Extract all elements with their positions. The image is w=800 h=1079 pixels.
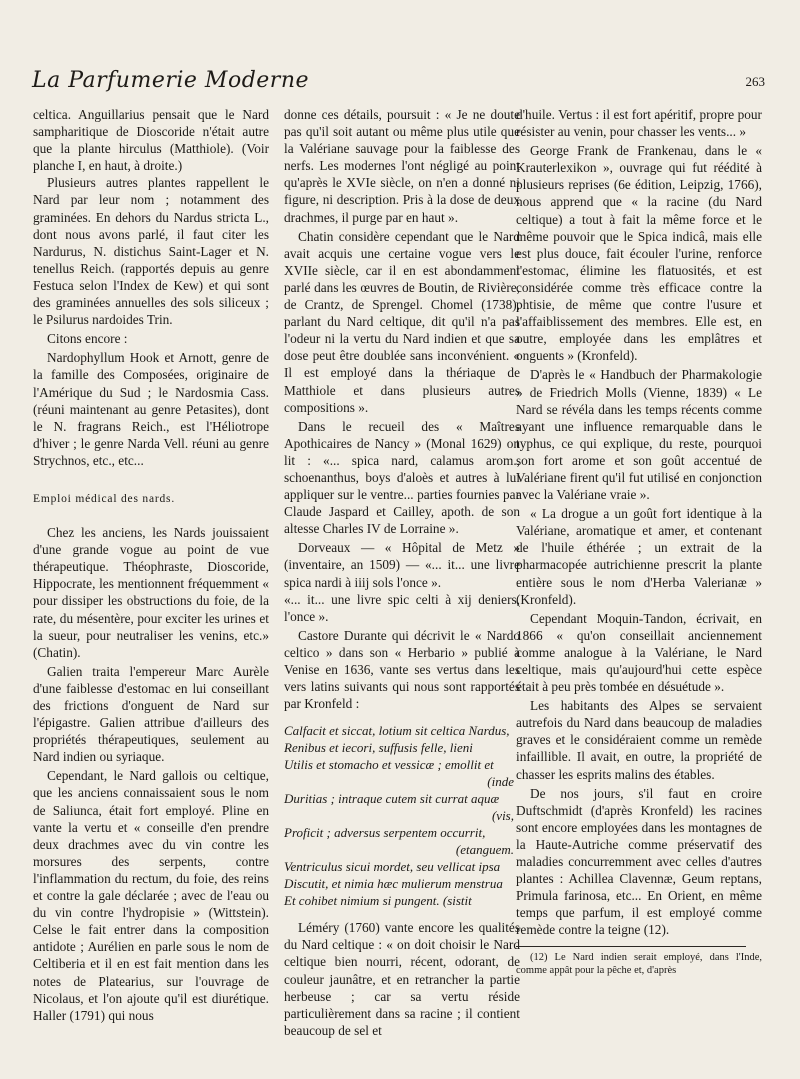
paragraph: Nardophyllum Hook et Arnott, genre de la famille des Composées, originaire de l'Amérique du Sud ; le Nardosmia Cass. (réuni maintenant au genre Petasites), dont le N. fragrans Reich., est l'Héliotrope d'hiver ; le genre Narda Vell. réuni au genre Strychnos, etc., etc... bbox=[33, 350, 269, 468]
paragraph: Cependant Moquin-Tandon, écrivait, en 1866 « qu'on conseillait anciennement comme analogue à la Valériane, le Nard celtique, mais qu'aujourd'hui cette espèce était à peu près tombée en désuétude ». bbox=[516, 610, 762, 695]
verse-line: Calfacit et siccat, lotium sit celtica Nardus, bbox=[284, 723, 510, 739]
paragraph: Cependant, le Nard gallois ou celtique, que les anciens connaissaient sous le nom de Saliunca, était fort employé. Pline en vante la vertu et « conseille d'en prendre deux drachmes avec du vin contre les morsures des serpents, contre l'inflammation du rectum, du foie, des reins et contre la gale déclarée ; avec de l'eau ou du vin contre l'hydropisie » (Wittstein). Celse le fait entrer dans la composition antidote ; Aurélien en parle sous le nom de Celtiberia et il en est fait mention dans les notes de Platearius, sur l'ouvrage de Nicolaus, et l'on ajoute qu'il est diurétique. Haller (1791) qui nous bbox=[33, 768, 269, 1023]
verse-line: Ventriculus sicui mordet, seu vellicat ipsa bbox=[284, 859, 501, 875]
paragraph: Galien traita l'empereur Marc Aurèle d'une faiblesse d'estomac en lui conseillant des frictions d'onguent de Nard sur l'épigastre. Galien attribue d'ailleurs des propriétés thérapeutiques, seulement au Nard indien ou syriaque. bbox=[33, 663, 269, 765]
paragraph: Chez les anciens, les Nards jouissaient d'une grande vogue au point de vue thérapeutique. Théophraste, Dioscoride, Hippocrate, les mentionnent fréquemment « pour dissiper les obstructions du foie, de la rate, du mésentère, pour exciter les urines et la sueur, pour neutraliser les venins, etc.» (Chatin). bbox=[33, 525, 269, 660]
verse-line: (etanguem. bbox=[455, 842, 514, 858]
verse-line: (vis, bbox=[491, 808, 514, 824]
paragraph: De nos jours, s'il faut en croire Duftschmidt (d'après Kronfeld) les racines sont encore employées dans les montagnes de la Haute-Autriche comme préservatif des maladies concurremment avec celles d'autres plantes : Achillea Clavennæ, Geum reptans, Primula farinosa, etc... En Orient, en même temps que parfum, il est employé comme remède contre la teigne (12). bbox=[516, 785, 762, 938]
column-1 bbox=[33, 106, 269, 1024]
section-heading: Emploi médical des nards. bbox=[33, 492, 175, 505]
verse-line: Renibus et iecori, suffusis felle, lieni bbox=[284, 740, 473, 756]
verse-line: Discutit, et nimia hæc mulierum menstrua bbox=[284, 876, 503, 892]
footnote: (12) Le Nard indien serait employé, dans l'Inde, comme appât pour la pêche et, d'après bbox=[516, 951, 762, 976]
paragraph: «... it... une livre spic celti à xij deniers, l'once ». bbox=[284, 591, 520, 624]
paragraph: d'huile. Vertus : il est fort apéritif, propre pour résister au venin, pour chasser les vents... » bbox=[516, 107, 762, 140]
journal-title: La Parfumerie Moderne bbox=[32, 68, 310, 93]
paragraph: George Frank de Frankenau, dans le « Krauterlexikon », ouvrage qui fut réédité à plusieurs reprises (6e édition, Leipzig, 1766), nous apprend que « la racine (du Nard celtique) a tout à fait la même force et le même pouvoir que le Spica indicâ, mais elle est plus douce, fait écouler l'urine, renforce l'estomac, élimine les flatuosités, et est considérée comme très efficace contre la phtisie, de même que contre l'usure et l'affaiblissement des membres. Elle est, en outre, employée dans les emplâtres et onguents » (Kronfeld). bbox=[516, 143, 762, 364]
paragraph: Dorveaux — « Hôpital de Metz » (inventaire, an 1509) — «... it... une livre spica nardi à iiij sols l'once ». bbox=[284, 540, 520, 590]
footnote-divider bbox=[516, 946, 746, 947]
column-2 bbox=[284, 106, 520, 1039]
paragraph: Dans le recueil des « Maîtres Apothicaires de Nancy » (Monal 1629) on lit : «... spica nard, calamus arom., schoenanthus, boys d'aloès et autres à lui appliquer sur le ventre... parties fournies par Claude Jaspard et Cailley, apoth. de son altesse Charles IV de Lorraine ». bbox=[284, 418, 520, 537]
paragraph: Léméry (1760) vante encore les qualités du Nard celtique : « on doit choisir le Nard celtique bien nourri, récent, odorant, de couleur jaunâtre, et en retrancher la partie herbeuse ; car sa vertu réside particulièrement dans sa racine ; il contient beaucoup de sel et bbox=[284, 920, 520, 1038]
paragraph: Citons encore : bbox=[47, 331, 128, 347]
paragraph: Castore Durante qui décrivit le « Nardo celtico » dans son « Herbario » publié à Venise en 1636, vante ses vertus dans les vers latins suivants qui nous sont rapportés par Kronfeld : bbox=[284, 627, 520, 712]
paragraph: D'après le « Handbuch der Pharmakologie » de Friedrich Molls (Vienne, 1839) « Le Nard se révéla dans les temps récents comme ayant une influence remarquable dans le typhus, ce qui explique, du reste, pourquoi son fort arome et son goût accentué de Valériane firent qu'il fut utilisé en conjonction avec la Valériane vraie ». bbox=[516, 367, 762, 503]
running-header bbox=[30, 70, 770, 98]
verse-line: Proficit ; adversus serpentem occurrit, bbox=[284, 825, 486, 841]
paragraph: Plusieurs autres plantes rappellent le Nard par leur nom ; notamment des graminées. En dehors du Nardus stricta L., dont nous avons parlé, il faut citer les Nardurus, N. distichus Saint-Lager et N. tenellus Reich. (rapportés depuis au genre Festuca selon l'Index de Kew) et qui sont des graminées annuelles des sols siliceux ; le Psilurus nardoides Trin. bbox=[33, 175, 269, 328]
page-number: 263 bbox=[745, 74, 765, 89]
verse-line: Et cohibet nimium si pungent. (sistit bbox=[284, 893, 472, 909]
paragraph: « La drogue a un goût fort identique à la Valériane, aromatique et amer, et contenant de l'huile éthérée ; un extrait de la pharmacopée autrichienne prescrit la plante entière sous le nom d'Herba Valerianæ » (Kronfeld). bbox=[516, 506, 762, 607]
paragraph: Les habitants des Alpes se servaient autrefois du Nard dans beaucoup de maladies graves et le considéraient comme un remède infaillible. Il avait, en outre, la propriété de chasser les esprits malins des étables. bbox=[516, 698, 762, 782]
paragraph: celtica. Anguillarius pensait que le Nard sampharitique de Dioscoride n'était autre que la plante hirculus (Matthiole). (Voir planche I, en haut, à droite.) bbox=[33, 107, 269, 174]
paragraph: Chatin considère cependant que le Nard avait acquis une certaine vogue vers le XVIIe siècle, car il en est abondamment parlé dans les œuvres de Boutin, de Rivière, de Crantz, de Sprengel. Chomel (1738), parlant du Nard celtique, dit qu'il n'a pas l'odeur ni la vertu du Nard indien et que sa dose peut être doublée sans inconvénient. « Il est employé dans la thériaque de Matthiole et dans plusieurs autres compositions ». bbox=[284, 228, 520, 415]
verse-line: (inde bbox=[487, 774, 514, 790]
verse-line: Utilis et stomacho et vessicæ ; emollit et bbox=[284, 757, 494, 773]
paragraph: donne ces détails, poursuit : « Je ne doute pas qu'il soit autant ou même plus utile que la Valériane sauvage pour la faiblesse des nerfs. Les modernes l'ont négligé au point qu'après le XVIe siècle, on n'en a donné ni figure, ni description. Pris à la dose de deux drachmes, il purge par en haut ». bbox=[284, 107, 520, 225]
column-3 bbox=[516, 106, 762, 978]
verse-line: Duritias ; intraque cutem sit currat aquæ bbox=[284, 791, 500, 807]
latin-verse bbox=[284, 722, 520, 909]
